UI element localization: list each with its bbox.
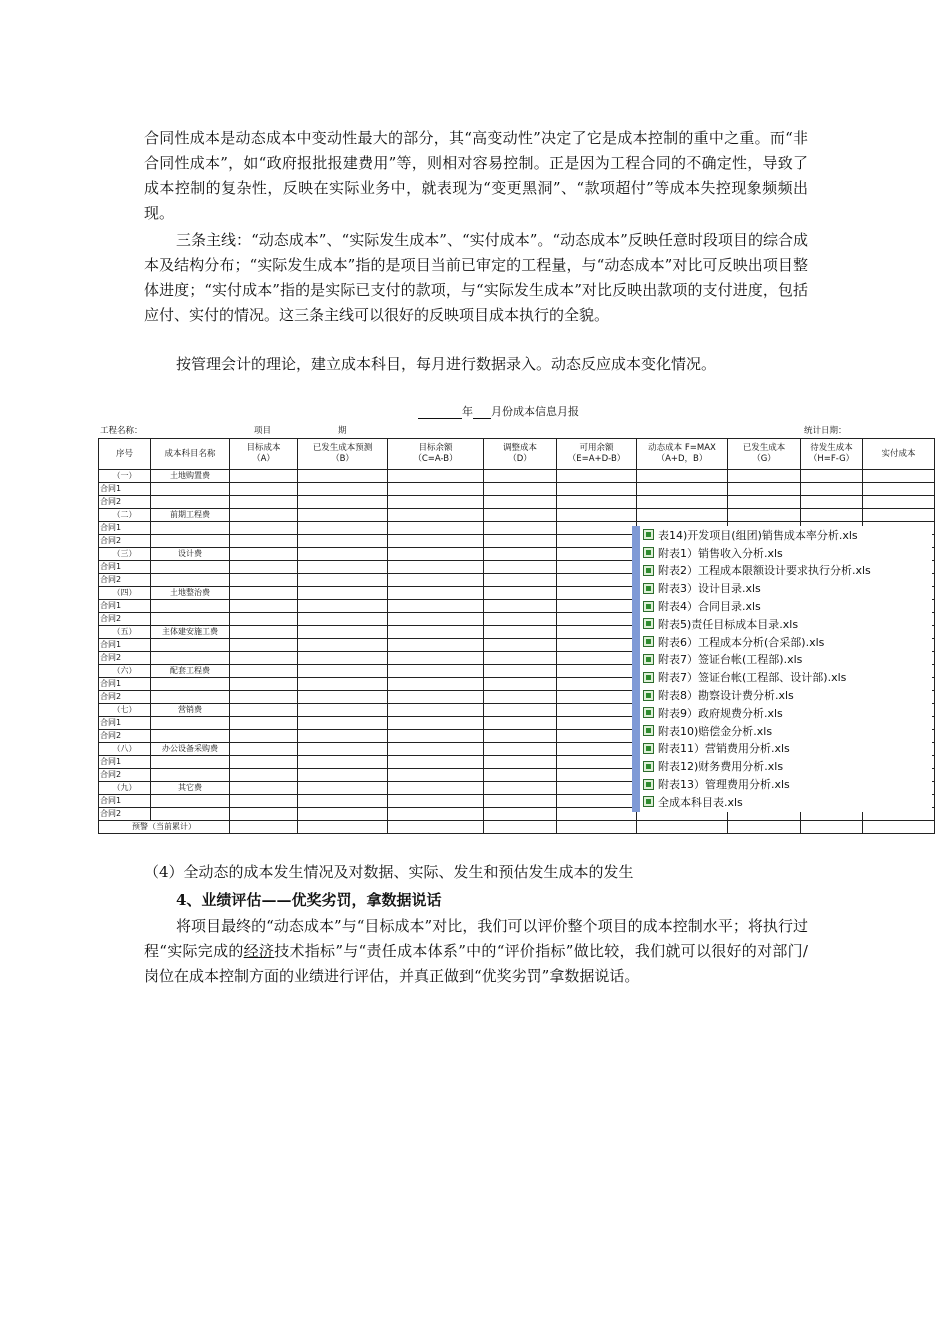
table-cell: 主体建安施工费	[151, 626, 230, 639]
excel-file-icon	[643, 547, 654, 558]
table-cell	[388, 561, 484, 574]
table-cell	[728, 496, 801, 509]
table-cell	[388, 691, 484, 704]
file-name: 附表2）工程成本限额设计要求执行分析.xls	[658, 564, 871, 578]
table-cell	[230, 808, 298, 821]
table-cell	[863, 509, 935, 522]
table-cell	[484, 678, 557, 691]
table-cell	[151, 496, 230, 509]
table-row-contract	[99, 483, 935, 496]
table-cell	[557, 535, 637, 548]
table-cell	[863, 470, 935, 483]
stat-date-label: 统计日期：	[804, 426, 847, 436]
column-header: 可用余额 （E=A+D-B）	[557, 439, 637, 470]
table-cell	[298, 782, 388, 795]
table-cell	[557, 795, 637, 808]
table-cell: 合同1	[99, 795, 151, 808]
file-item[interactable]	[640, 544, 932, 562]
table-cell: 合同2	[99, 769, 151, 782]
table-cell	[557, 613, 637, 626]
attached-file-list	[632, 526, 932, 812]
table-cell	[298, 561, 388, 574]
excel-file-icon	[643, 529, 654, 540]
table-cell	[484, 639, 557, 652]
file-name: 附表11）营销费用分析.xls	[658, 742, 790, 756]
table-cell	[298, 743, 388, 756]
excel-file-icon	[643, 672, 654, 683]
table-cell	[388, 548, 484, 561]
file-item[interactable]	[640, 704, 932, 722]
table-cell: （六）	[99, 665, 151, 678]
table-cell	[484, 821, 557, 834]
file-name: 附表10)赔偿金分析.xls	[658, 724, 773, 738]
table-cell	[388, 704, 484, 717]
table-cell	[298, 470, 388, 483]
table-cell	[801, 470, 863, 483]
table-cell	[484, 756, 557, 769]
table-cell: 合同2	[99, 808, 151, 821]
table-cell: 合同1	[99, 639, 151, 652]
table-cell	[557, 496, 637, 509]
table-cell	[230, 756, 298, 769]
table-cell	[388, 600, 484, 613]
table-cell	[801, 483, 863, 496]
table-cell	[230, 548, 298, 561]
table-cell	[484, 496, 557, 509]
table-cell: 其它费	[151, 782, 230, 795]
table-cell	[388, 821, 484, 834]
excel-file-icon	[643, 654, 654, 665]
table-cell	[298, 678, 388, 691]
table-cell: 合同1	[99, 678, 151, 691]
table-cell	[230, 561, 298, 574]
table-cell	[151, 574, 230, 587]
table-cell	[230, 470, 298, 483]
file-name: 附表7）签证台帐(工程部、设计部).xls	[658, 671, 847, 685]
table-cell	[484, 535, 557, 548]
table-cell	[388, 795, 484, 808]
table-cell	[298, 626, 388, 639]
file-name: 附表5)责任目标成本目录.xls	[658, 617, 799, 631]
table-cell	[388, 717, 484, 730]
table-cell	[151, 795, 230, 808]
table-cell	[230, 483, 298, 496]
table-cell	[557, 522, 637, 535]
table-cell: 合同2	[99, 535, 151, 548]
table-cell	[298, 704, 388, 717]
table-cell	[151, 717, 230, 730]
table-cell	[298, 652, 388, 665]
table-cell	[298, 730, 388, 743]
table-row-contract	[99, 496, 935, 509]
table-cell	[484, 652, 557, 665]
table-cell: （五）	[99, 626, 151, 639]
table-cell	[151, 483, 230, 496]
table-cell	[484, 470, 557, 483]
table-cell	[230, 509, 298, 522]
table-cell	[388, 470, 484, 483]
table-cell	[230, 795, 298, 808]
table-cell	[388, 509, 484, 522]
table-cell	[388, 730, 484, 743]
column-header: 动态成本 F=MAX （A+D，B）	[637, 439, 728, 470]
file-item[interactable]	[640, 562, 932, 580]
table-cell	[557, 691, 637, 704]
table-cell	[230, 704, 298, 717]
file-name: 附表4）合同目录.xls	[658, 600, 761, 614]
table-cell	[484, 600, 557, 613]
table-cell	[388, 639, 484, 652]
file-item[interactable]	[640, 775, 932, 793]
table-cell	[557, 509, 637, 522]
file-item[interactable]	[640, 668, 932, 686]
table-cell	[298, 496, 388, 509]
table-cell: 营销费	[151, 704, 230, 717]
table-cell	[484, 782, 557, 795]
table-cell	[557, 769, 637, 782]
table-cell	[151, 678, 230, 691]
table-cell	[484, 730, 557, 743]
table-cell	[801, 821, 863, 834]
table-cell	[557, 730, 637, 743]
table-cell: 配套工程费	[151, 665, 230, 678]
table-cell: 设计费	[151, 548, 230, 561]
excel-file-icon	[643, 583, 654, 594]
table-cell	[801, 509, 863, 522]
table-cell	[388, 665, 484, 678]
table-cell	[388, 769, 484, 782]
column-header: 成本科目名称	[151, 439, 230, 470]
table-cell	[484, 717, 557, 730]
table-cell	[557, 808, 637, 821]
file-name: 附表8）勘察设计费分析.xls	[658, 689, 794, 703]
file-name: 全成本科目表.xls	[658, 795, 743, 809]
column-header: 实付成本	[863, 439, 935, 470]
table-cell	[298, 639, 388, 652]
table-cell: （八）	[99, 743, 151, 756]
paragraph-management-accounting: 按管理会计的理论，建立成本科目，每月进行数据录入。动态反应成本变化情况。	[176, 355, 717, 373]
table-cell: （二）	[99, 509, 151, 522]
table-cell	[230, 587, 298, 600]
table-cell	[151, 730, 230, 743]
table-cell	[484, 691, 557, 704]
table-cell	[230, 496, 298, 509]
table-cell	[298, 600, 388, 613]
occluded-text-line: （4）全动态的成本发生情况及对数据、实际、发生和预估发生成本的发生	[144, 863, 634, 881]
table-cell	[230, 574, 298, 587]
table-cell: 合同2	[99, 613, 151, 626]
table-cell	[863, 496, 935, 509]
table-cell	[298, 535, 388, 548]
table-cell	[388, 808, 484, 821]
table-cell	[298, 522, 388, 535]
table-cell	[230, 613, 298, 626]
table-cell	[388, 522, 484, 535]
table-cell	[484, 704, 557, 717]
table-cell	[388, 535, 484, 548]
table-cell: 合同2	[99, 730, 151, 743]
paragraph-three-mainlines: 三条主线：“动态成本”、“实际发生成本”、“实付成本”。“动态成本”反映任意时段项目的综合成本及结构分布；“实际发生成本”指的是项目当前已审定的工程量，与“动态成本”对比可反映出项目整体进度；“实付成本”指的是实际已支付的款项，与“实际发生成本”对比反映出款项的支付进度，包括应付、实付的情况。这三条主线可以很好的反映项目成本执行的全貌。	[144, 231, 808, 324]
table-cell	[557, 756, 637, 769]
table-cell	[484, 613, 557, 626]
table-cell	[151, 535, 230, 548]
paragraph-performance-evaluation: 将项目最终的“动态成本”与“目标成本”对比，我们可以评价整个项目的成本控制水平；将执行过程“实际完成的经济技术指标”与“责任成本体系”中的“评价指标”做比较，我们就可以很好的对部门/岗位在成本控制方面的业绩进行评估，并真正做到“优奖劣罚”拿数据说话。	[144, 917, 808, 985]
table-cell: 前期工程费	[151, 509, 230, 522]
report-title: 年 月份成本信息月报	[418, 403, 579, 419]
table-cell	[484, 769, 557, 782]
table-cell	[728, 483, 801, 496]
table-cell: （一）	[99, 470, 151, 483]
table-cell: 土地购置费	[151, 470, 230, 483]
phase-label: 期	[338, 426, 347, 436]
table-cell	[230, 626, 298, 639]
table-cell	[298, 808, 388, 821]
table-cell	[557, 600, 637, 613]
item-label: 项目	[254, 426, 272, 436]
table-cell	[637, 483, 728, 496]
table-cell	[637, 509, 728, 522]
table-cell	[388, 574, 484, 587]
file-name: 表14)开发项目(组团)销售成本率分析.xls	[658, 528, 858, 542]
table-cell	[557, 639, 637, 652]
paragraph-contract-cost: 合同性成本是动态成本中变动性最大的部分，其“高变动性”决定了它是成本控制的重中之重。而“非合同性成本”，如“政府报批报建费用”等，则相对容易控制。正是因为工程合同的不确定性，导致了成本控制的复杂性，反映在实际业务中，就表现为“变更黑洞”、“款项超付”等成本失控现象频频出现。	[144, 129, 808, 222]
table-cell	[484, 509, 557, 522]
table-cell	[557, 782, 637, 795]
header-row	[99, 439, 935, 470]
file-item[interactable]	[640, 722, 932, 740]
table-cell	[298, 574, 388, 587]
file-item[interactable]	[640, 633, 932, 651]
table-cell	[557, 574, 637, 587]
table-cell	[151, 652, 230, 665]
table-cell: （四）	[99, 587, 151, 600]
file-item[interactable]	[640, 597, 932, 615]
table-cell	[230, 639, 298, 652]
table-cell	[484, 522, 557, 535]
table-cell	[298, 717, 388, 730]
file-item[interactable]	[640, 579, 932, 597]
table-cell: 合同2	[99, 652, 151, 665]
excel-file-icon	[643, 743, 654, 754]
table-cell	[298, 509, 388, 522]
table-cell	[151, 756, 230, 769]
column-header: 序号	[99, 439, 151, 470]
table-cell	[484, 626, 557, 639]
table-cell	[484, 483, 557, 496]
table-cell	[298, 795, 388, 808]
table-cell	[388, 626, 484, 639]
column-header: 目标余额 （C=A-B）	[388, 439, 484, 470]
table-cell	[230, 600, 298, 613]
table-cell	[298, 756, 388, 769]
table-cell	[298, 483, 388, 496]
file-name: 附表12)财务费用分析.xls	[658, 760, 784, 774]
table-cell	[557, 678, 637, 691]
column-header: 目标成本 （A）	[230, 439, 298, 470]
project-name-label: 工程名称：	[100, 426, 143, 436]
table-cell	[637, 821, 728, 834]
table-cell	[801, 496, 863, 509]
excel-file-icon	[643, 761, 654, 772]
table-cell: （九）	[99, 782, 151, 795]
table-cell	[298, 821, 388, 834]
file-item[interactable]	[640, 615, 932, 633]
table-cell	[388, 782, 484, 795]
table-cell	[557, 548, 637, 561]
table-cell: 合同1	[99, 561, 151, 574]
table-cell	[484, 574, 557, 587]
table-cell	[151, 639, 230, 652]
table-cell	[151, 561, 230, 574]
excel-file-icon	[643, 725, 654, 736]
column-header: 调整成本 （D）	[484, 439, 557, 470]
table-cell	[637, 470, 728, 483]
table-cell	[557, 561, 637, 574]
file-name: 附表1）销售收入分析.xls	[658, 546, 783, 560]
table-cell	[230, 769, 298, 782]
column-header: 待发生成本 （H=F-G）	[801, 439, 863, 470]
table-cell	[388, 652, 484, 665]
table-cell	[557, 587, 637, 600]
table-cell	[728, 821, 801, 834]
table-cell	[230, 717, 298, 730]
excel-file-icon	[643, 796, 654, 807]
column-header: 已发生成本预测 （B）	[298, 439, 388, 470]
table-cell	[151, 522, 230, 535]
excel-file-icon	[643, 707, 654, 718]
table-cell	[230, 535, 298, 548]
table-cell: 合同1	[99, 522, 151, 535]
link-economy[interactable]: 经济	[243, 942, 275, 960]
table-cell	[557, 821, 637, 834]
table-cell: （三）	[99, 548, 151, 561]
table-cell	[484, 561, 557, 574]
table-cell	[557, 483, 637, 496]
table-cell	[298, 587, 388, 600]
table-cell	[151, 600, 230, 613]
section-heading: 4、业绩评估——优奖劣罚，拿数据说话	[176, 891, 442, 909]
table-cell	[557, 626, 637, 639]
table-cell	[484, 665, 557, 678]
table-cell: 预警（当前累计）	[99, 821, 230, 834]
table-cell: 合同1	[99, 756, 151, 769]
table-cell	[151, 808, 230, 821]
table-cell: 合同2	[99, 496, 151, 509]
table-cell	[388, 743, 484, 756]
table-cell	[863, 821, 935, 834]
table-cell: 合同2	[99, 574, 151, 587]
table-row-category	[99, 509, 935, 522]
file-name: 附表6）工程成本分析(合采部).xls	[658, 635, 825, 649]
table-cell	[557, 665, 637, 678]
table-cell	[151, 769, 230, 782]
file-name: 附表7）签证台帐(工程部).xls	[658, 653, 803, 667]
table-cell	[388, 756, 484, 769]
excel-file-icon	[643, 601, 654, 612]
table-cell	[484, 795, 557, 808]
table-cell	[728, 470, 801, 483]
table-cell	[557, 743, 637, 756]
table-cell	[557, 652, 637, 665]
table-cell	[230, 821, 298, 834]
file-item[interactable]	[640, 793, 932, 811]
file-item[interactable]	[640, 526, 932, 544]
table-cell	[298, 769, 388, 782]
table-cell	[557, 704, 637, 717]
excel-file-icon	[643, 779, 654, 790]
file-item[interactable]	[640, 651, 932, 669]
excel-file-icon	[643, 636, 654, 647]
table-cell	[863, 483, 935, 496]
column-header: 已发生成本 （G）	[728, 439, 801, 470]
table-cell	[484, 743, 557, 756]
table-cell	[388, 496, 484, 509]
table-cell	[484, 808, 557, 821]
table-cell	[230, 691, 298, 704]
table-cell	[230, 652, 298, 665]
table-cell: 合同1	[99, 717, 151, 730]
file-name: 附表3）设计目录.xls	[658, 582, 761, 596]
table-cell	[298, 665, 388, 678]
table-cell	[557, 717, 637, 730]
table-cell: 土地整治费	[151, 587, 230, 600]
table-cell	[388, 613, 484, 626]
table-cell	[728, 509, 801, 522]
table-cell	[388, 678, 484, 691]
table-cell	[230, 665, 298, 678]
file-item[interactable]	[640, 686, 932, 704]
table-row-category	[99, 470, 935, 483]
file-name: 附表9）政府规费分析.xls	[658, 706, 783, 720]
table-cell: 合同2	[99, 691, 151, 704]
table-cell	[388, 587, 484, 600]
table-cell: 办公设备采购费	[151, 743, 230, 756]
table-cell	[230, 730, 298, 743]
table-cell	[637, 496, 728, 509]
excel-file-icon	[643, 565, 654, 576]
table-cell	[230, 743, 298, 756]
table-cell	[484, 548, 557, 561]
table-cell	[484, 587, 557, 600]
excel-file-icon	[643, 618, 654, 629]
table-cell	[298, 691, 388, 704]
table-row-warning	[99, 821, 935, 834]
table-cell	[151, 691, 230, 704]
table-cell: （七）	[99, 704, 151, 717]
table-cell	[151, 613, 230, 626]
table-cell	[230, 782, 298, 795]
file-name: 附表13）管理费用分析.xls	[658, 778, 790, 792]
table-cell	[557, 470, 637, 483]
table-cell: 合同1	[99, 483, 151, 496]
table-cell	[230, 678, 298, 691]
file-item[interactable]	[640, 757, 932, 775]
table-cell: 合同1	[99, 600, 151, 613]
table-cell	[388, 483, 484, 496]
table-cell	[298, 548, 388, 561]
file-item[interactable]	[640, 740, 932, 758]
excel-file-icon	[643, 690, 654, 701]
table-cell	[230, 522, 298, 535]
table-cell	[298, 613, 388, 626]
